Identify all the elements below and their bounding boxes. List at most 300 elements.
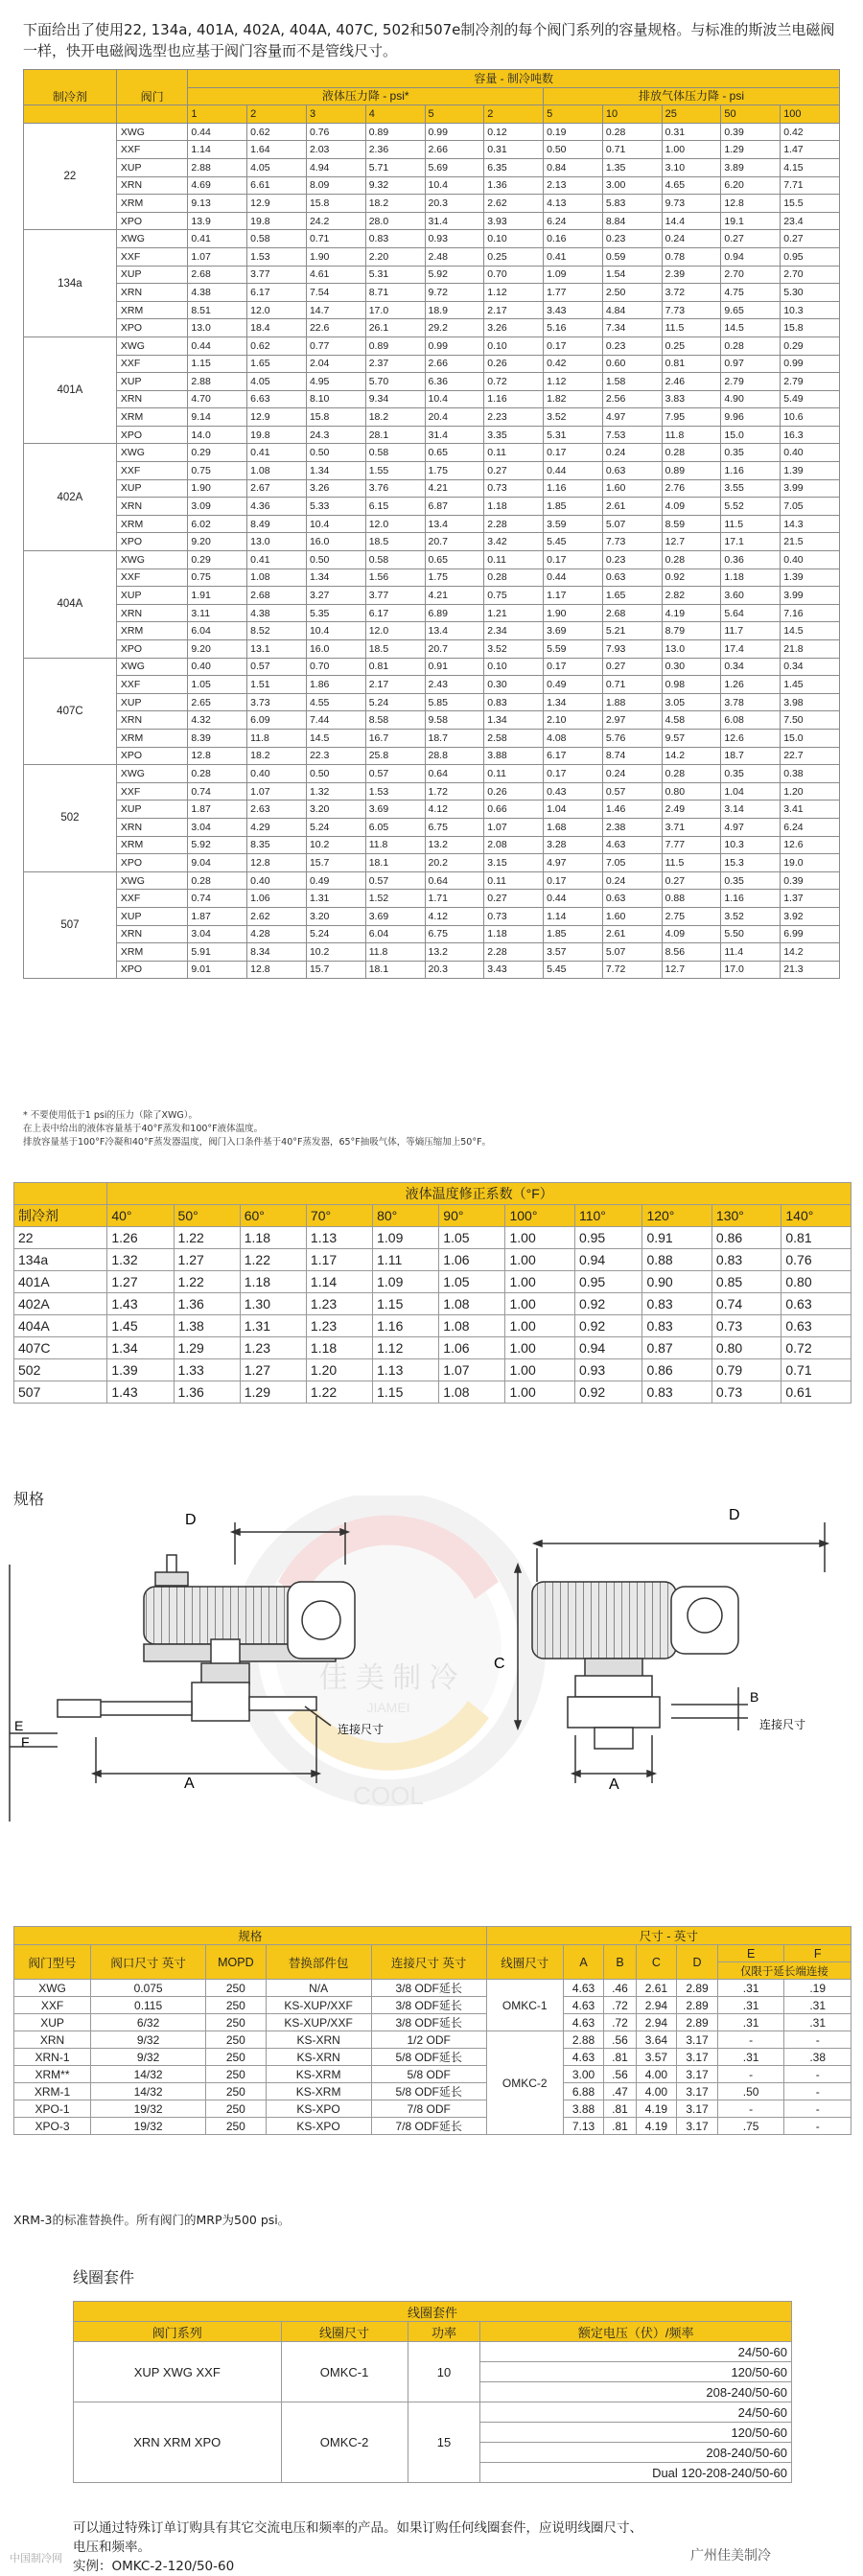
valve-side-view: [515, 1522, 828, 1783]
capacity-cell: 1.87: [188, 907, 247, 925]
capacity-cell: 6.08: [721, 711, 781, 730]
capacity-cell: 6.17: [544, 747, 603, 765]
table-row: [24, 373, 840, 391]
capacity-cell: 0.35: [721, 444, 781, 462]
capacity-cell: 1.86: [306, 676, 365, 694]
coil-power: 10: [408, 2342, 480, 2402]
capacity-cell: 20.7: [425, 640, 484, 659]
capacity-cell: 1.77: [544, 284, 603, 302]
capacity-cell: 2.66: [425, 355, 484, 373]
capacity-cell: 4.61: [306, 266, 365, 284]
head-mopd: MOPD: [206, 1945, 266, 1980]
factor-cell: 0.92: [574, 1315, 641, 1337]
valve-cell: XWG: [116, 123, 188, 141]
table-row: [14, 1381, 851, 1404]
capacity-cell: 4.32: [188, 711, 247, 730]
capacity-cell: 0.70: [306, 658, 365, 676]
table-row: [24, 319, 840, 337]
capacity-cell: 4.36: [247, 498, 307, 516]
refrigerant-cell: 134a: [24, 230, 117, 337]
capacity-cell: 0.29: [188, 444, 247, 462]
correction-col: 140°: [781, 1205, 851, 1227]
capacity-cell: 25.8: [365, 747, 425, 765]
capacity-cell: 1.29: [721, 141, 781, 159]
capacity-cell: 1.47: [781, 141, 840, 159]
capacity-cell: 0.41: [247, 551, 307, 569]
dim-cell: 2.89: [677, 1980, 718, 1997]
capacity-cell: 1.75: [425, 569, 484, 587]
pressure-col: 2: [247, 105, 307, 124]
factor-cell: 1.36: [174, 1381, 240, 1404]
dim-cell: .46: [604, 1980, 636, 1997]
table-row: [24, 337, 840, 355]
capacity-cell: 24.2: [306, 212, 365, 230]
capacity-cell: 18.7: [721, 747, 781, 765]
valve-cell: XPO: [116, 212, 188, 230]
dim-cell: -: [717, 2066, 784, 2083]
capacity-cell: 2.70: [721, 266, 781, 284]
gas-header: 排放气体压力降 - psi: [544, 87, 840, 105]
valve-cell: XRN: [116, 925, 188, 943]
label-e: E: [14, 1718, 24, 1733]
valve-cell: XXF: [116, 247, 188, 266]
capacity-cell: 0.31: [662, 123, 721, 141]
capacity-cell: 14.2: [662, 747, 721, 765]
valve-cell: XRM: [116, 515, 188, 533]
capacity-cell: 3.04: [188, 925, 247, 943]
table-row: [14, 2100, 851, 2118]
refrigerant-cell: 134a: [14, 1249, 107, 1271]
capacity-cell: 28.0: [365, 212, 425, 230]
note-line: 在上表中给出的液体容量基于40°F蒸发和100°F液体温度。: [23, 1124, 264, 1134]
capacity-cell: 4.21: [425, 479, 484, 498]
capacity-cell: 14.5: [721, 319, 781, 337]
capacity-cell: 2.75: [662, 907, 721, 925]
capacity-cell: 0.50: [306, 765, 365, 783]
capacity-cell: 2.70: [781, 266, 840, 284]
table-row: [24, 533, 840, 551]
capacity-cell: 0.57: [365, 765, 425, 783]
capacity-cell: 1.08: [247, 462, 307, 480]
capacity-cell: 0.11: [484, 765, 544, 783]
capacity-cell: 0.64: [425, 765, 484, 783]
dim-cell: 3.64: [636, 2031, 677, 2049]
table-row: [24, 212, 840, 230]
table-row: [24, 498, 840, 516]
table-row: [24, 426, 840, 444]
capacity-cell: 6.17: [247, 284, 307, 302]
capacity-cell: 5.49: [781, 390, 840, 408]
correction-body: [14, 1227, 851, 1404]
capacity-cell: 2.28: [484, 943, 544, 962]
dim-cell: 9/32: [91, 2049, 206, 2066]
factor-cell: 1.23: [306, 1315, 372, 1337]
dim-cell: 0.075: [91, 1980, 206, 1997]
coil-cell: OMKC-1: [486, 1980, 563, 2031]
capacity-cell: 0.71: [306, 230, 365, 248]
capacity-cell: 3.20: [306, 907, 365, 925]
capacity-cell: 2.76: [662, 479, 721, 498]
watermark-cool: COOL: [353, 1781, 424, 1810]
capacity-cell: 11.8: [247, 729, 307, 747]
factor-cell: 1.26: [107, 1227, 174, 1249]
capacity-cell: 0.31: [484, 141, 544, 159]
dim-cell: .31: [784, 1997, 851, 2014]
capacity-cell: 4.38: [247, 604, 307, 622]
coil-table-title: 线圈套件: [74, 2302, 792, 2322]
capacity-cell: 5.31: [365, 266, 425, 284]
capacity-cell: 1.34: [306, 569, 365, 587]
capacity-cell: 4.90: [721, 390, 781, 408]
dim-cell: .56: [604, 2031, 636, 2049]
factor-cell: 1.00: [505, 1337, 574, 1359]
dim-cell: .56: [604, 2066, 636, 2083]
capacity-cell: 4.09: [662, 498, 721, 516]
capacity-cell: 0.24: [662, 230, 721, 248]
factor-cell: 1.12: [373, 1337, 439, 1359]
capacity-cell: 0.36: [721, 551, 781, 569]
label-f: F: [21, 1734, 30, 1750]
table-row: [24, 266, 840, 284]
dim-cell: 3.88: [563, 2100, 604, 2118]
valve-cell: XPO: [116, 747, 188, 765]
capacity-cell: 2.66: [425, 141, 484, 159]
valve-cell: XRN: [116, 284, 188, 302]
capacity-cell: 10.4: [306, 515, 365, 533]
dim-cell: 7/8 ODF延长: [371, 2118, 486, 2135]
dim-cell: 6.88: [563, 2083, 604, 2100]
capacity-cell: 3.73: [247, 693, 307, 711]
label-conn-right: 连接尺寸: [759, 1718, 806, 1731]
capacity-cell: 4.05: [247, 158, 307, 176]
capacity-cell: 0.30: [484, 676, 544, 694]
correction-col: 110°: [574, 1205, 641, 1227]
head-conn: 连接尺寸 英寸: [371, 1945, 486, 1980]
factor-cell: 1.15: [373, 1293, 439, 1315]
capacity-cell: 3.52: [484, 640, 544, 659]
capacity-cell: 0.71: [602, 676, 662, 694]
factor-cell: 0.86: [711, 1227, 781, 1249]
capacity-cell: 0.27: [484, 890, 544, 908]
dim-cell: 4.00: [636, 2083, 677, 2100]
capacity-cell: 2.65: [188, 693, 247, 711]
capacity-cell: 7.16: [781, 604, 840, 622]
capacity-cell: 4.58: [662, 711, 721, 730]
coil-voltage: Dual 120-208-240/50-60: [480, 2463, 792, 2483]
table-row: [24, 515, 840, 533]
coil-voltage: 120/50-60: [480, 2362, 792, 2382]
table-row: [14, 2083, 851, 2100]
factor-cell: 1.05: [439, 1271, 505, 1293]
capacity-cell: 12.7: [662, 533, 721, 551]
capacity-cell: 3.92: [781, 907, 840, 925]
capacity-cell: 4.65: [662, 176, 721, 195]
head-coil: 线圈尺寸: [486, 1945, 563, 1980]
capacity-cell: 2.56: [602, 390, 662, 408]
capacity-cell: 15.7: [306, 961, 365, 979]
table-row: [24, 141, 840, 159]
factor-cell: 0.83: [711, 1249, 781, 1271]
correction-col: 制冷剂: [14, 1205, 107, 1227]
pressure-col: 50: [721, 105, 781, 124]
capacity-cell: 1.21: [484, 604, 544, 622]
table-row: [24, 925, 840, 943]
refrigerant-cell: 402A: [14, 1293, 107, 1315]
dim-cell: 3.00: [563, 2066, 604, 2083]
capacity-cell: 1.18: [721, 569, 781, 587]
factor-cell: 1.29: [240, 1381, 306, 1404]
capacity-cell: 14.3: [781, 515, 840, 533]
capacity-cell: 9.14: [188, 408, 247, 427]
capacity-cell: 18.1: [365, 961, 425, 979]
factor-cell: 1.18: [306, 1337, 372, 1359]
capacity-cell: 0.98: [662, 676, 721, 694]
capacity-cell: 19.8: [247, 212, 307, 230]
capacity-cell: 5.35: [306, 604, 365, 622]
capacity-cell: 6.04: [188, 622, 247, 640]
capacity-cell: 3.88: [484, 747, 544, 765]
factor-cell: 0.91: [642, 1227, 711, 1249]
capacity-cell: 0.28: [484, 569, 544, 587]
capacity-cell: 9.13: [188, 195, 247, 213]
capacity-cell: 0.28: [721, 337, 781, 355]
capacity-cell: 0.40: [781, 551, 840, 569]
pressure-col: 25: [662, 105, 721, 124]
factor-cell: 1.08: [439, 1293, 505, 1315]
capacity-cell: 6.15: [365, 498, 425, 516]
factor-cell: 1.00: [505, 1249, 574, 1271]
capacity-cell: 2.62: [247, 907, 307, 925]
capacity-cell: 3.57: [544, 943, 603, 962]
coil-cell: OMKC-2: [486, 2031, 563, 2135]
capacity-cell: 3.41: [781, 801, 840, 819]
capacity-cell: 7.73: [662, 301, 721, 319]
dim-cell: 14/32: [91, 2083, 206, 2100]
capacity-cell: 19.1: [721, 212, 781, 230]
capacity-cell: 9.72: [425, 284, 484, 302]
coil-voltage: 24/50-60: [480, 2402, 792, 2423]
valve-cell: XWG: [116, 337, 188, 355]
capacity-cell: 24.3: [306, 426, 365, 444]
dim-cell: 3/8 ODF延长: [371, 1980, 486, 1997]
head-a: A: [563, 1945, 604, 1980]
dim-cell: 4.63: [563, 2049, 604, 2066]
capacity-cell: 31.4: [425, 212, 484, 230]
capacity-cell: 0.17: [544, 337, 603, 355]
dim-cell: 3.17: [677, 2031, 718, 2049]
dim-cell: 2.94: [636, 2014, 677, 2031]
refrigerant-cell: 407C: [14, 1337, 107, 1359]
capacity-cell: 20.2: [425, 854, 484, 872]
dim-cell: 250: [206, 2014, 266, 2031]
capacity-cell: 1.58: [602, 373, 662, 391]
capacity-cell: 1.34: [544, 693, 603, 711]
capacity-cell: 3.99: [781, 479, 840, 498]
valve-cell: XWG: [116, 658, 188, 676]
valve-cell: XPO: [116, 319, 188, 337]
capacity-cell: 31.4: [425, 426, 484, 444]
factor-cell: 1.00: [505, 1271, 574, 1293]
table-row: [24, 230, 840, 248]
capacity-cell: 4.70: [188, 390, 247, 408]
capacity-cell: 3.26: [484, 319, 544, 337]
capacity-cell: 6.04: [365, 925, 425, 943]
factor-cell: 1.20: [306, 1359, 372, 1381]
label-c: C: [494, 1656, 505, 1672]
dim-cell: 250: [206, 2100, 266, 2118]
capacity-cell: 1.06: [247, 890, 307, 908]
valve-cell: XXF: [116, 569, 188, 587]
capacity-cell: 0.25: [484, 247, 544, 266]
capacity-cell: 1.18: [484, 498, 544, 516]
dim-cell: 5/8 ODF延长: [371, 2083, 486, 2100]
capacity-cell: 0.44: [544, 890, 603, 908]
col-valve: 阀门: [116, 70, 188, 105]
capacity-cell: 3.59: [544, 515, 603, 533]
coil-voltage: 24/50-60: [480, 2342, 792, 2362]
refrigerant-cell: 401A: [14, 1271, 107, 1293]
capacity-cell: 0.11: [484, 871, 544, 890]
coil-voltage: 208-240/50-60: [480, 2443, 792, 2463]
valve-cell: XXF: [116, 355, 188, 373]
capacity-cell: 17.0: [365, 301, 425, 319]
factor-cell: 1.18: [240, 1271, 306, 1293]
table-row: [24, 801, 840, 819]
capacity-cell: 3.26: [306, 479, 365, 498]
dim-cell: .31: [717, 2049, 784, 2066]
factor-cell: 1.31: [240, 1315, 306, 1337]
dim-cell: 19/32: [91, 2118, 206, 2135]
table-row: [24, 943, 840, 962]
factor-cell: 0.74: [711, 1293, 781, 1315]
dim-cell: KS-XPO: [266, 2100, 371, 2118]
capacity-cell: 6.02: [188, 515, 247, 533]
capacity-cell: 0.10: [484, 337, 544, 355]
capacity-cell: 1.60: [602, 907, 662, 925]
capacity-cell: 1.64: [247, 141, 307, 159]
capacity-cell: 3.09: [188, 498, 247, 516]
correction-col: 40°: [107, 1205, 174, 1227]
capacity-cell: 1.88: [602, 693, 662, 711]
capacity-cell: 0.70: [484, 266, 544, 284]
dim-cell: .72: [604, 2014, 636, 2031]
capacity-cell: 7.50: [781, 711, 840, 730]
capacity-cell: 1.53: [365, 782, 425, 801]
pressure-col: 1: [188, 105, 247, 124]
factor-cell: 1.11: [373, 1249, 439, 1271]
capacity-cell: 0.89: [662, 462, 721, 480]
dim-cell: 250: [206, 2031, 266, 2049]
capacity-cell: 2.88: [188, 158, 247, 176]
dim-cell: -: [717, 2031, 784, 2049]
factor-cell: 1.07: [439, 1359, 505, 1381]
capacity-cell: 5.45: [544, 533, 603, 551]
pressure-col: 100: [781, 105, 840, 124]
table-row: [14, 2118, 851, 2135]
capacity-cell: 6.99: [781, 925, 840, 943]
capacity-cell: 1.65: [602, 587, 662, 605]
capacity-cell: 0.99: [781, 355, 840, 373]
factor-cell: 1.06: [439, 1337, 505, 1359]
capacity-cell: 0.78: [662, 247, 721, 266]
capacity-cell: 9.65: [721, 301, 781, 319]
capacity-cell: 4.28: [247, 925, 307, 943]
valve-cell: XUP: [116, 373, 188, 391]
capacity-cell: 4.63: [602, 836, 662, 854]
valve-cell: XPO: [116, 533, 188, 551]
capacity-cell: 0.44: [188, 123, 247, 141]
capacity-cell: 2.79: [721, 373, 781, 391]
capacity-cell: 1.34: [306, 462, 365, 480]
head-c: C: [636, 1945, 677, 1980]
factor-cell: 1.23: [240, 1337, 306, 1359]
capacity-cell: 20.3: [425, 961, 484, 979]
factor-cell: 0.80: [781, 1271, 851, 1293]
capacity-cell: 18.2: [365, 195, 425, 213]
capacity-cell: 0.58: [365, 444, 425, 462]
dim-cell: .19: [784, 1980, 851, 1997]
capacity-cell: 0.40: [247, 765, 307, 783]
refrigerant-cell: 507: [24, 871, 117, 979]
capacity-cell: 3.11: [188, 604, 247, 622]
capacity-cell: 1.05: [188, 676, 247, 694]
capacity-cell: 5.16: [544, 319, 603, 337]
dim-cell: -: [784, 2083, 851, 2100]
capacity-cell: 1.51: [247, 676, 307, 694]
capacity-cell: 13.4: [425, 515, 484, 533]
note-line: * 不要使用低于1 psi的压力（除了XWG）。: [23, 1110, 198, 1121]
factor-cell: 0.93: [574, 1359, 641, 1381]
table-row: [24, 871, 840, 890]
capacity-cell: 0.28: [188, 765, 247, 783]
capacity-cell: 5.07: [602, 515, 662, 533]
factor-cell: 1.13: [306, 1227, 372, 1249]
capacity-table: [23, 69, 840, 979]
dim-cell: .72: [604, 1997, 636, 2014]
capacity-cell: 0.27: [781, 230, 840, 248]
table-row: [24, 729, 840, 747]
capacity-cell: 0.62: [247, 337, 307, 355]
factor-cell: 0.95: [574, 1271, 641, 1293]
dim-cell: 5/8 ODF延长: [371, 2049, 486, 2066]
valve-cell: XRM: [116, 195, 188, 213]
head-kit: 替换部件包: [266, 1945, 371, 1980]
capacity-cell: 4.15: [781, 158, 840, 176]
head-b: B: [604, 1945, 636, 1980]
table-row: [24, 569, 840, 587]
capacity-cell: 0.62: [247, 123, 307, 141]
capacity-cell: 8.49: [247, 515, 307, 533]
capacity-cell: 0.59: [602, 247, 662, 266]
intro-paragraph: 下面给出了使用22, 134a, 401A, 402A, 404A, 407C, 502和507e制冷剂的每个阀门系列的容量规格。与标准的斯波兰电磁阀一样，快开电磁阀选型也应基于阀门容量而不是管线尺寸。: [23, 21, 835, 59]
capacity-cell: 2.03: [306, 141, 365, 159]
coil-power: 15: [408, 2402, 480, 2483]
capacity-cell: 5.33: [306, 498, 365, 516]
capacity-cell: 6.09: [247, 711, 307, 730]
correction-col: 80°: [373, 1205, 439, 1227]
pressure-col: 3: [306, 105, 365, 124]
capacity-cell: 1.45: [781, 676, 840, 694]
capacity-cell: 0.63: [602, 569, 662, 587]
dimensions-table: [13, 1926, 851, 2135]
capacity-cell: 3.69: [365, 907, 425, 925]
table-row: [24, 462, 840, 480]
capacity-cell: 3.93: [484, 212, 544, 230]
table-row: [24, 408, 840, 427]
capacity-cell: 0.30: [662, 658, 721, 676]
capacity-cell: 0.27: [721, 230, 781, 248]
dim-cell: .31: [717, 2014, 784, 2031]
